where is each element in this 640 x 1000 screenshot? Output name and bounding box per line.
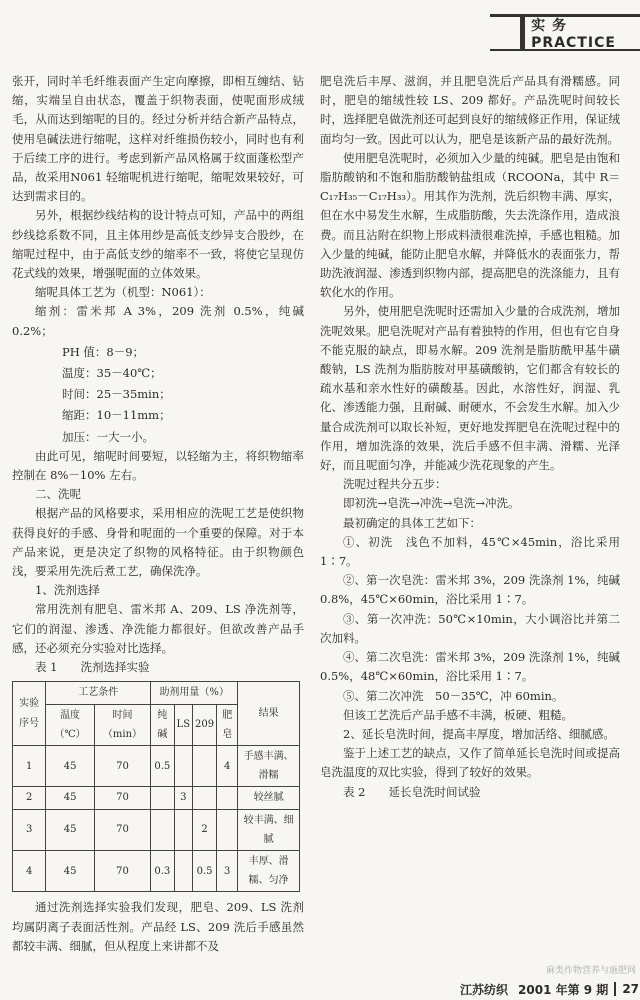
paragraph: 肥皂洗后丰厚、滋润，并且肥皂洗后产品具有滑糯感。同时，肥皂的缩绒性较 LS、209 都好。产品洗呢时间较长时，选择肥皂做洗剂还可起到良好的缩绒修正作用，保证绒面均匀一致。因此可以认为，肥皂是该新产品的最好洗剂。 [320,74,620,146]
watermark: 麻类作物营养与施肥网 [545,966,636,976]
header-dosage: 助剂用量（%） [151,682,238,704]
cell: 2 [193,809,217,850]
section-label: 实 务 PRACTICE [531,18,616,51]
paragraph: 但该工艺洗后产品手感不丰满，板硬、粗糙。 [343,707,573,722]
table-caption: 表 2 延长皂洗时间试验 [343,784,481,799]
subheader: 肥皂 [217,704,238,745]
cell: 70 [94,745,150,786]
right-column [320,72,620,802]
param-distance: 缩距：10－11mm； [62,408,171,423]
param-ph: PH 值：8－9； [62,344,145,359]
page-footer [460,978,640,1000]
paragraph: 鉴于上述工艺的缺点，又作了简单延长皂洗时间或提高皂洗温度的双比实验，得到了较好的效果。 [320,746,620,780]
cell: 70 [94,850,150,891]
paragraph: 缩剂：雷米邦 A 3%，209 洗剂 0.5%，纯碱 0.2%； [12,304,304,338]
cell: 45 [46,787,94,809]
cell: 45 [46,809,94,850]
section-header [490,14,640,51]
cell [193,745,217,786]
cell [174,809,193,850]
paragraph: 2、延长皂洗时间，提高丰厚度，增加活络、细腻感。 [343,726,615,741]
cell: 丰厚、滑糯、匀净 [238,850,300,891]
cell: 2 [13,787,46,809]
subsection-heading: 1、洗剂选择 [35,583,100,598]
cell [193,787,217,809]
subheader: 纯碱 [151,704,174,745]
page-number: 27 [622,982,640,996]
paragraph: 洗呢过程共分五步： [343,477,447,492]
paragraph: 使用肥皂洗呢时，必须加入少量的纯碱。肥皂是由饱和脂肪酸钠和不饱和脂肪酸钠盐组成（RCOONa，其中 R＝C₁₇H₃₅－C₁₇H₃₃）。用其作为洗剂，洗后织物丰满、厚实，但在水中易发生水解，生成脂肪酸，失去洗涤作用，造成浪费。而且沾附在织物上形成料渍很难洗掉，手感也粗糙。加入少量的纯碱，能防止肥皂水解，并降低水的表面张力，帮助洗液润湿、渗透到织物内部，提高肥皂的洗涤能力，且有软化水的作用。 [320,150,620,300]
table-caption: 表 1 洗剂选择实验 [35,660,150,675]
header-conditions: 工艺条件 [46,682,151,704]
left-column [12,72,304,956]
paragraph: 通过洗剂选择实验我们发现，肥皂、209、LS 洗剂均属阴离子表面活性剂。产品经 LS、209 洗后手感虽然都较丰满、细腻，但从程度上来讲都不及 [12,900,304,953]
cell [174,850,193,891]
subheader: 209 [193,704,217,745]
paragraph: 另外，根据纱线结构的设计特点可知，产品中的两组纱线捻系数不同，且主体用纱是高低支纱异支合股纱，在缩呢过程中，由于高低支纱的缩率不一致，将使它呈现仿花式线的效果，增强呢面的立体效果。 [12,208,304,281]
cell: 4 [217,745,238,786]
paragraph: 常用洗剂有肥皂、雷米邦 A、209、LS 净洗剂等，它们的润湿、渗透、净洗能力都很好。但欲改善产品手感，还必须充分实验对比选择。 [12,602,304,655]
detergent-table [12,681,300,892]
process-flow: 即初洗→皂洗→冲洗→皂洗→冲洗。 [343,496,520,511]
cell [151,787,174,809]
cell: 1 [13,745,46,786]
table-row [13,787,300,809]
step-1: ①、初洗 浅色不加料，45℃×45min，浴比采用 1∶7。 [320,534,620,569]
paragraph: 另外，使用肥皂洗呢时还需加入少量的合成洗剂，增加洗呢效果。肥皂洗呢对产品有着独特的作用，但也有它自身不能克服的缺点，即易水解。209 洗剂是脂肪酰甲基牛磺酸钠，LS 洗剂为脂肪胺对甲基磺酸钠，它们都含有较长的疏水基和亲水性好的磺酸基。因此，水溶性好，润湿、乳化、渗透能力强，且耐碱、耐硬水，不会发生水解。加入少量合成洗剂可以取长补短，更好地发挥肥皂在洗呢过程中的作用，增加洗涤的效果，洗后手感不但丰满、滑糯、光泽好，而且呢面匀净，并能减少洗花现象的产生。 [320,304,620,473]
paragraph: 根据产品的风格要求，采用相应的洗呢工艺是使织物获得良好的手感、身骨和呢面的一个重要的保障。对于本产品来说，更是决定了织物的风格特征。由于织物颜色浅，要采用先洗后煮工艺，确保洗净。 [12,506,304,579]
step-5: ⑤、第二次冲洗 50－35℃，冲 60min。 [343,688,564,703]
paragraph: 由此可见，缩呢时间要短，以轻缩为主，将织物缩率控制在 8%－10% 左右。 [12,448,304,483]
cell [174,745,193,786]
subheader: LS [174,704,193,745]
cell: 70 [94,787,150,809]
table-row [13,745,300,786]
cell: 手感丰满、滑糯 [238,745,300,786]
header-no: 实验序号 [13,682,46,746]
cell [217,809,238,850]
paragraph: 最初确定的具体工艺如下： [343,515,481,530]
cell: 较丰满、细腻 [238,809,300,850]
header-bar [520,17,525,49]
cell: 0.5 [193,850,217,891]
step-3: ③、第一次冲洗：50℃×10min，大小调浴比并第二次加料。 [320,611,620,645]
step-4: ④、第二次皂洗：雷米邦 3%，209 洗涤剂 1%，纯碱 0.5%，48℃×60min，浴比采用 1∶7。 [320,650,620,684]
cell: 3 [217,850,238,891]
footer-separator [614,982,616,996]
param-temp: 温度：35－40℃； [62,366,162,381]
param-pressure: 加压：一大一小。 [62,429,154,444]
cell: 3 [174,787,193,809]
cell: 45 [46,850,94,891]
cell: 45 [46,745,94,786]
param-time: 时间：25－35min； [62,387,171,402]
paragraph: 缩呢具体工艺为（机型：N061）： [35,285,211,300]
cell [217,787,238,809]
table-row [13,809,300,850]
table-row [13,850,300,891]
subheader: 时间（min） [94,704,150,745]
journal-name: 江苏纺织 [460,982,509,997]
cell [151,809,174,850]
issue-label: 2001 年第 9 期 [518,982,609,997]
cell: 较丝腻 [238,787,300,809]
cell: 4 [13,850,46,891]
step-2: ②、第一次皂洗：雷米邦 3%，209 洗涤剂 1%，纯碱 0.8%，45℃×60min，浴比采用 1∶7。 [320,573,620,607]
cell: 0.5 [151,745,174,786]
paragraph: 张开，同时羊毛纤维表面产生定向摩擦，即相互缠结、钻缩，实端呈自由状态，覆盖于织物表面，使呢面形成绒毛，从而达到缩呢的目的。经过分析并结合新产品特点，使用皂碱法进行缩呢，这样对纤维损伤较小，同时也有利于后续工序的进行。考虑到新产品风格属于纹面蓬松型产品，故采用N061 轻缩呢机进行缩呢，缩呢效果较好，可达到需求目的。 [12,74,304,204]
subheader: 温度（℃） [46,704,94,745]
cell: 0.3 [151,850,174,891]
cell: 3 [13,809,46,850]
cell: 70 [94,809,150,850]
section-heading: 二、洗呢 [35,487,81,502]
header-result: 结果 [238,682,300,746]
